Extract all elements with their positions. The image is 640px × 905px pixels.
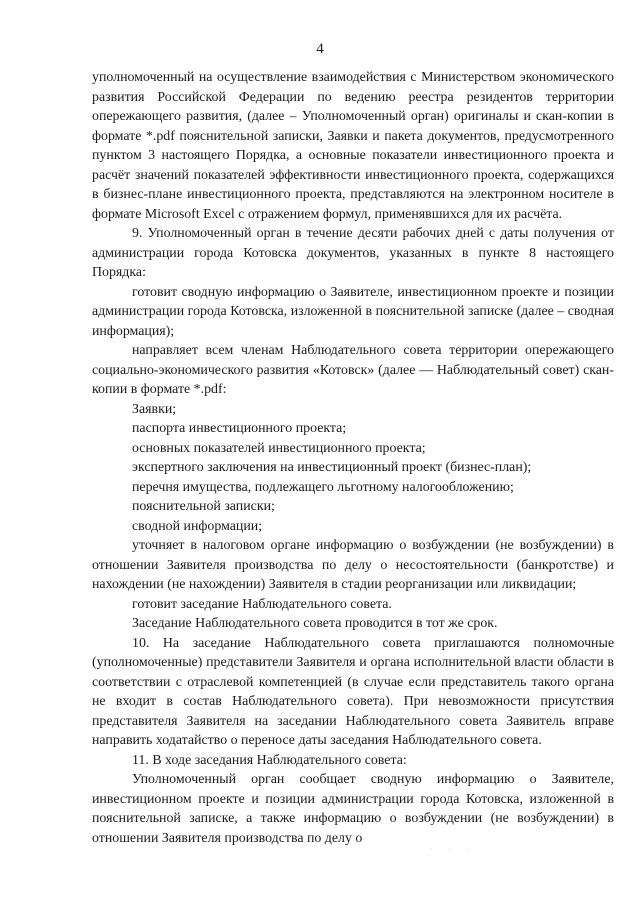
paragraph-item-9: 9. Уполномоченный орган в течение десяти рабочих дней с даты получения от администрации города Котовска документов, указанных в пункте 8 настоящего Порядка: (92, 226, 614, 280)
paragraph-representative: уполномоченный на осуществление взаимодействия с Министерством экономического развития Российской Федерации по ведению реестра резидентов территории опережающего развития, (далее – Уполномоченный орган) оригиналы и скан-копии в формате *.pdf пояснительной записки, Заявки и пакета документов, предусмотренного пунктом 3 настоящего Порядка, а основные показатели инвестиционного проекта и расчёт значений показателей эффективности инвестиционного проекта, содержащихся в бизнес-плане инвестиционного проекта, представляются на электронном носителе в формате Microsoft Excel с отражением формул, применявшихся для их расчёта. (92, 70, 614, 222)
list-item: пояснительной записки; (132, 499, 275, 514)
list-item: паспорта инвестиционного проекта; (132, 421, 347, 436)
page-number: 4 (316, 41, 324, 57)
paragraph-item-10: 10. На заседание Наблюдательного совета приглашаются полномочные (уполномоченные) представители Заявителя и органа исполнительной власти области в соответствии с отраслевой компетенцией (в случае если представитель такого органа не входит в состав Наблюдательного совета). При невозможности присутствия представителя Заявителя на заседании Наблюдательного совета Заявитель вправе направить ходатайство о переносе даты заседания Наблюдательного совета. (92, 635, 614, 748)
list-item: сводной информации; (132, 518, 263, 534)
paragraph-summary-info: готовит сводную информацию о Заявителе, инвестиционном проекте и позиции администрации города Котовска, изложенной в пояснительной записке (далее – сводная информация); (92, 284, 614, 339)
list-item: перечня имущества, подлежащего льготному налогообложению; (132, 479, 514, 495)
list-item: Заявки; (132, 401, 177, 417)
paragraph-sends-copies: направляет всем членам Наблюдательного совета территории опережающего социально-экономического развития «Котовск» (далее — Наблюдательный совет) скан-копии в формате *.pdf: (92, 343, 614, 397)
document-body (92, 68, 614, 848)
paragraph-item-11: 11. В ходе заседания Наблюдательного совета: (132, 752, 407, 768)
paragraph-prepares-meeting: готовит заседание Наблюдательного совета. (132, 596, 392, 612)
paragraph-meeting-term: Заседание Наблюдательного совета проводится в тот же срок. (132, 616, 498, 631)
list-item: основных показателей инвестиционного проекта; (132, 440, 426, 456)
paragraph-tax-check: уточняет в налоговом органе информацию о возбуждении (не возбуждении) в отношении Заявителя производства по делу о несостоятельности (банкротстве) и нахождении (не нахождении) Заявителя в стадии реорганизации или ликвидации; (92, 538, 614, 592)
list-item: экспертного заключения на инвестиционный проект (бизнес-план); (132, 460, 532, 475)
scan-artifact: · · · (430, 845, 475, 856)
paragraph-reports-info: Уполномоченный орган сообщает сводную информацию о Заявителе, инвестиционном проекте и позиции администрации города Котовска, изложенной в пояснительной записке, а также информацию о возбуждении (не возбуждении) в отношении Заявителя производства по делу о (92, 772, 614, 846)
